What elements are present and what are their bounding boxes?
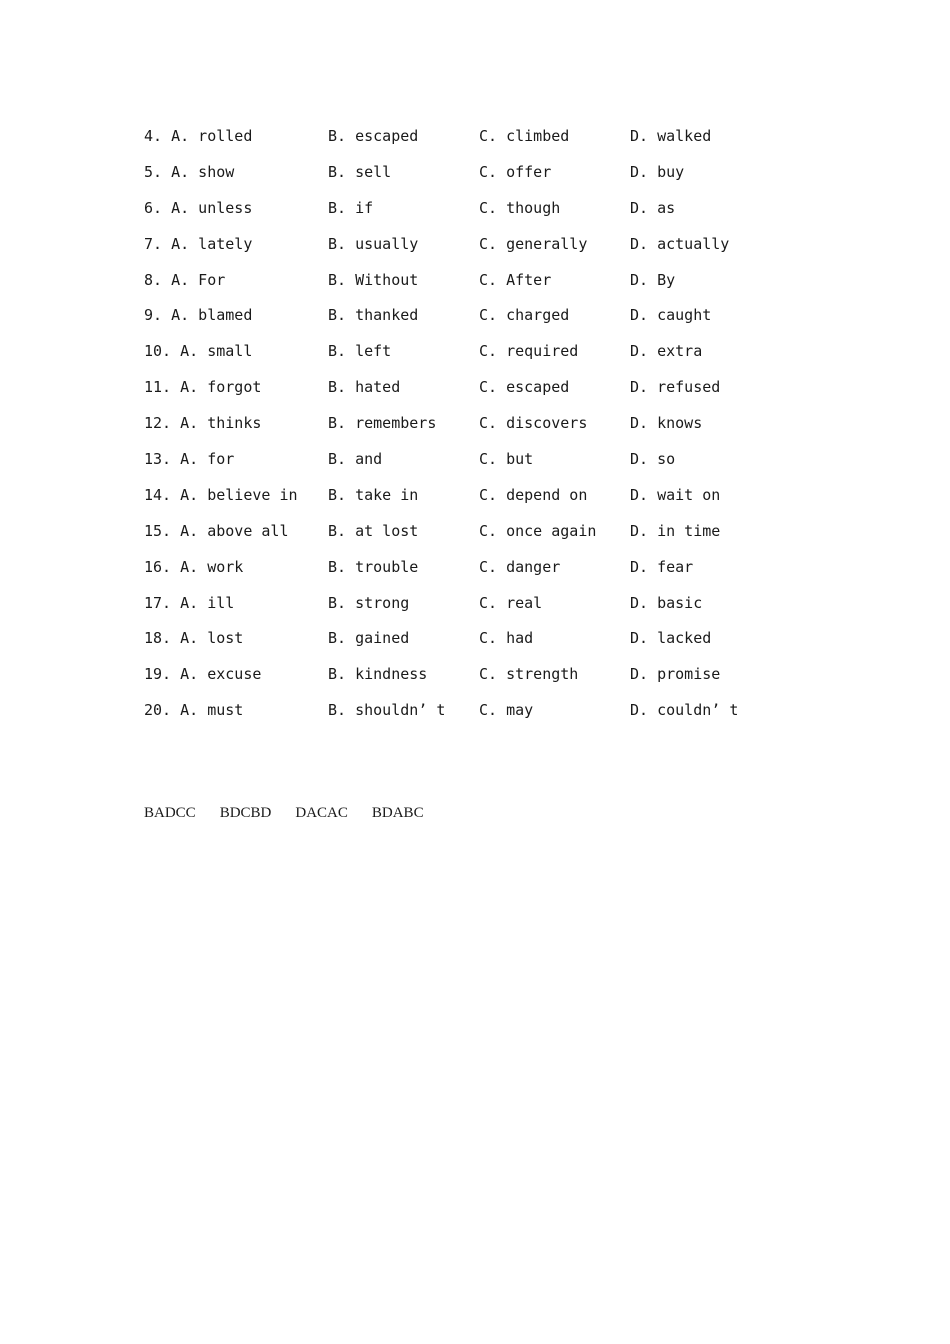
option-c: C. charged bbox=[479, 306, 570, 325]
option-d: D. so bbox=[630, 450, 676, 469]
option-d: D. walked bbox=[630, 127, 712, 145]
option-b: B. hated bbox=[328, 378, 401, 397]
option-c: C. danger bbox=[479, 557, 561, 576]
answer-group: BDCBD bbox=[219, 805, 272, 821]
option-d: D. basic bbox=[630, 593, 703, 612]
option-b: B. take in bbox=[328, 485, 419, 504]
question-number-and-option-a: 10. A. small bbox=[144, 342, 253, 361]
answer-group: BADCC bbox=[144, 805, 196, 821]
option-b: B. and bbox=[328, 450, 383, 469]
option-d: D. knows bbox=[630, 414, 703, 433]
option-d: D. in time bbox=[630, 521, 721, 540]
question-number-and-option-a: 8. A. For bbox=[144, 270, 226, 289]
option-b: B. trouble bbox=[328, 557, 419, 576]
answer-group: DACAC bbox=[295, 805, 348, 821]
option-b: B. at lost bbox=[328, 521, 419, 540]
option-c: C. climbed bbox=[479, 127, 570, 145]
option-c: C. once again bbox=[479, 521, 597, 540]
question-row bbox=[144, 449, 844, 485]
question-number-and-option-a: 14. A. believe in bbox=[144, 485, 298, 504]
option-c: C. real bbox=[479, 593, 543, 612]
question-row bbox=[144, 628, 844, 664]
option-c: C. though bbox=[479, 198, 561, 217]
option-d: D. caught bbox=[630, 306, 712, 325]
question-number-and-option-a: 20. A. must bbox=[144, 701, 244, 720]
option-d: D. couldn’ t bbox=[630, 701, 739, 720]
question-number-and-option-a: 16. A. work bbox=[144, 557, 244, 576]
option-d: D. promise bbox=[630, 665, 721, 684]
question-row bbox=[144, 593, 844, 629]
option-b: B. escaped bbox=[328, 127, 419, 145]
question-number-and-option-a: 13. A. for bbox=[144, 450, 235, 469]
option-b: B. left bbox=[328, 342, 392, 361]
option-d: D. wait on bbox=[630, 485, 721, 504]
question-row bbox=[144, 162, 844, 198]
question-row bbox=[144, 664, 844, 700]
option-b: B. Without bbox=[328, 270, 419, 289]
option-c: C. but bbox=[479, 450, 534, 469]
question-number-and-option-a: 19. A. excuse bbox=[144, 665, 262, 684]
option-b: B. usually bbox=[328, 234, 419, 253]
question-row bbox=[144, 377, 844, 413]
option-b: B. kindness bbox=[328, 665, 428, 684]
question-row bbox=[144, 485, 844, 521]
question-row bbox=[144, 270, 844, 306]
question-row bbox=[144, 521, 844, 557]
option-b: B. if bbox=[328, 198, 374, 217]
option-d: D. buy bbox=[630, 162, 685, 181]
option-c: C. After bbox=[479, 270, 552, 289]
option-b: B. remembers bbox=[328, 414, 437, 433]
option-c: C. generally bbox=[479, 234, 588, 253]
question-list bbox=[144, 126, 844, 736]
question-row bbox=[144, 557, 844, 593]
question-number-and-option-a: 7. A. lately bbox=[144, 234, 253, 253]
option-d: D. refused bbox=[630, 378, 721, 397]
option-c: C. depend on bbox=[479, 485, 588, 504]
option-b: B. thanked bbox=[328, 306, 419, 325]
option-d: D. lacked bbox=[630, 629, 712, 648]
question-number-and-option-a: 15. A. above all bbox=[144, 521, 289, 540]
question-row bbox=[144, 305, 844, 341]
answer-key bbox=[144, 803, 448, 823]
option-c: C. required bbox=[479, 342, 579, 361]
option-b: B. strong bbox=[328, 593, 410, 612]
option-d: D. as bbox=[630, 198, 676, 217]
question-row bbox=[144, 126, 844, 162]
question-number-and-option-a: 12. A. thinks bbox=[144, 414, 262, 433]
question-number-and-option-a: 6. A. unless bbox=[144, 198, 253, 217]
option-d: D. actually bbox=[630, 234, 730, 253]
option-d: D. extra bbox=[630, 342, 703, 361]
option-d: D. fear bbox=[630, 557, 694, 576]
question-number-and-option-a: 5. A. show bbox=[144, 162, 235, 181]
question-row bbox=[144, 700, 844, 736]
option-c: C. discovers bbox=[479, 414, 588, 433]
question-row bbox=[144, 234, 844, 270]
option-d: D. By bbox=[630, 270, 676, 289]
option-c: C. may bbox=[479, 701, 534, 720]
question-number-and-option-a: 17. A. ill bbox=[144, 593, 235, 612]
question-row bbox=[144, 198, 844, 234]
question-number-and-option-a: 4. A. rolled bbox=[144, 127, 253, 145]
question-row bbox=[144, 341, 844, 377]
option-c: C. offer bbox=[479, 162, 552, 181]
option-c: C. had bbox=[479, 629, 534, 648]
option-c: C. strength bbox=[479, 665, 579, 684]
question-number-and-option-a: 9. A. blamed bbox=[144, 306, 253, 325]
question-number-and-option-a: 18. A. lost bbox=[144, 629, 244, 648]
option-b: B. shouldn’ t bbox=[328, 701, 446, 720]
option-c: C. escaped bbox=[479, 378, 570, 397]
answer-group: BDABC bbox=[371, 805, 424, 821]
option-b: B. gained bbox=[328, 629, 410, 648]
question-number-and-option-a: 11. A. forgot bbox=[144, 378, 262, 397]
question-row bbox=[144, 413, 844, 449]
option-b: B. sell bbox=[328, 162, 392, 181]
